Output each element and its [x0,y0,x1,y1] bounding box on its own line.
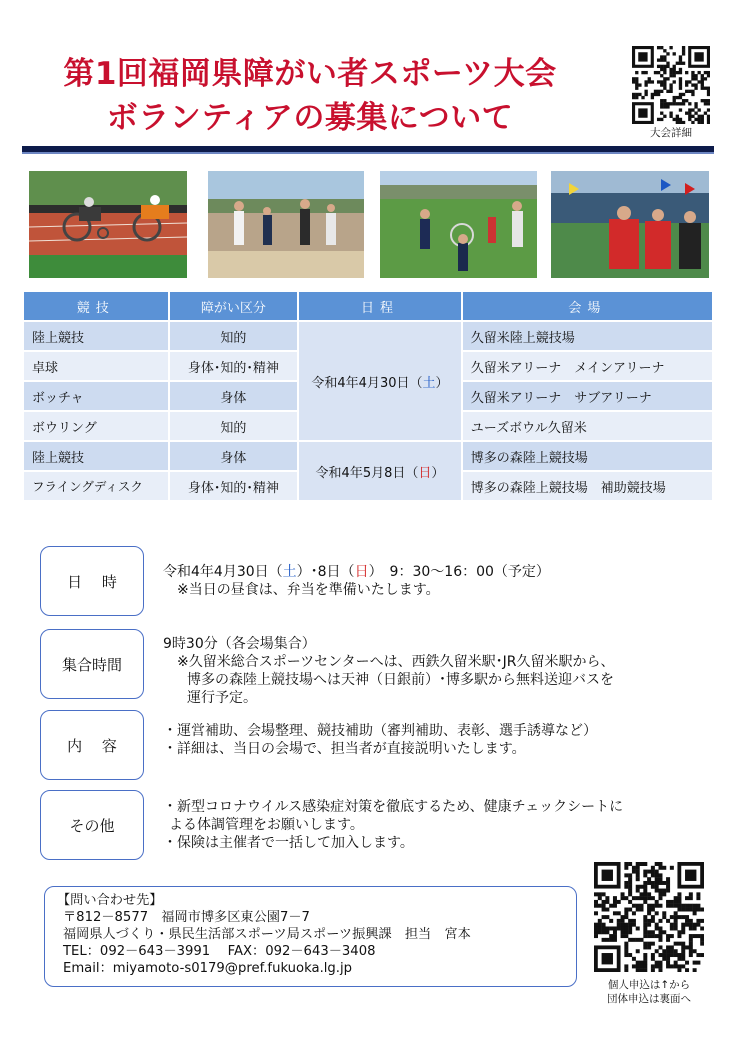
cell-category: 身体 [169,441,299,471]
assembly-line2: ※久留米総合スポーツセンターへは、西鉄久留米駅･JR久留米駅から、 [177,654,615,670]
assembly-line1: 9時30分（各会場集合） [163,636,316,652]
other-line3: ・保険は主催者で一括して加入します。 [163,835,414,851]
content-line1: ・運営補助、会場整理、競技補助（審判補助、表彰、選手誘導など） [163,723,597,739]
cell-category: 身体･知的･精神 [169,471,299,501]
header-sport: 競技 [23,291,169,321]
header-category: 障がい区分 [169,291,299,321]
contact-box [44,886,577,987]
contact-phone: TEL：092－643－3991 FAX：092－643－3408 [63,944,376,959]
contact-heading: 【問い合わせ先】 [57,893,163,908]
section-label-other: その他 [40,790,144,860]
section-datetime [163,563,550,599]
content-line2: ・詳細は、当日の会場で、担当者が直接説明いたします。 [163,741,526,757]
competition-schedule-table [22,290,714,502]
qr-caption-application: 個人申込は↑から 団体申込は裏面へ [607,979,691,1005]
section-other [163,798,623,852]
photo-throwing-event [380,171,537,278]
cell-venue: ユーズボウル久留米 [462,411,713,441]
qr-code-individual-application[interactable] [594,862,704,972]
assembly-line4: 運行予定。 [187,690,257,706]
cell-sport: 卓球 [23,351,169,381]
header-divider [22,146,714,154]
cell-venue: 博多の森陸上競技場 補助競技場 [462,471,713,501]
assembly-line3: 博多の森陸上競技場へは天神（日銀前）･博多駅から無料送迎バスを [187,672,614,688]
cell-sport: 陸上競技 [23,441,169,471]
photo-ceremony [551,171,709,278]
table-row [23,441,713,471]
photo-long-jump [208,171,364,278]
cell-category: 知的 [169,321,299,351]
page-title-line1: 第1回福岡県障がい者スポーツ大会 [63,56,557,92]
photo-wheelchair-race [29,171,187,278]
cell-date-may8: 令和4年5月8日（日） [298,441,462,501]
table-row [23,321,713,351]
datetime-line1: 令和4年4月30日（土）･8日（日） 9：30～16：00（予定） [163,564,550,580]
section-content [163,722,597,758]
cell-sport: ボッチャ [23,381,169,411]
cell-venue: 久留米陸上競技場 [462,321,713,351]
cell-venue: 久留米アリーナ サブアリーナ [462,381,713,411]
cell-category: 知的 [169,411,299,441]
datetime-line2: ※当日の昼食は、弁当を準備いたします。 [177,582,440,598]
qr-caption-event-details: 大会詳細 [650,127,692,139]
section-label-datetime: 日 時 [40,546,144,616]
section-label-content: 内 容 [40,710,144,780]
cell-sport: ボウリング [23,411,169,441]
section-label-assembly: 集合時間 [40,629,144,699]
cell-category: 身体 [169,381,299,411]
contact-email[interactable]: Email：miyamoto-s0179@pref.fukuoka.lg.jp [63,961,353,976]
cell-venue: 博多の森陸上競技場 [462,441,713,471]
cell-date-apr30: 令和4年4月30日（土） [298,321,462,441]
page-title-line2: ボランティアの募集について [106,100,514,136]
header-venue: 会場 [462,291,713,321]
cell-sport: 陸上競技 [23,321,169,351]
contact-address: 〒812－8577 福岡市博多区東公園7－7 [63,910,310,925]
cell-category: 身体･知的･精神 [169,351,299,381]
contact-department: 福岡県人づくり・県民生活部スポーツ局スポーツ振興課 担当 宮本 [63,927,471,942]
other-line1: ・新型コロナウイルス感染症対策を徹底するため、健康チェックシートに [163,799,624,815]
cell-sport: フライングディスク [23,471,169,501]
section-assembly [163,635,614,707]
cell-venue: 久留米アリーナ メインアリーナ [462,351,713,381]
qr-code-event-details[interactable] [632,46,710,124]
other-line2: よる体調管理をお願いします。 [169,817,364,833]
header-date: 日程 [298,291,462,321]
